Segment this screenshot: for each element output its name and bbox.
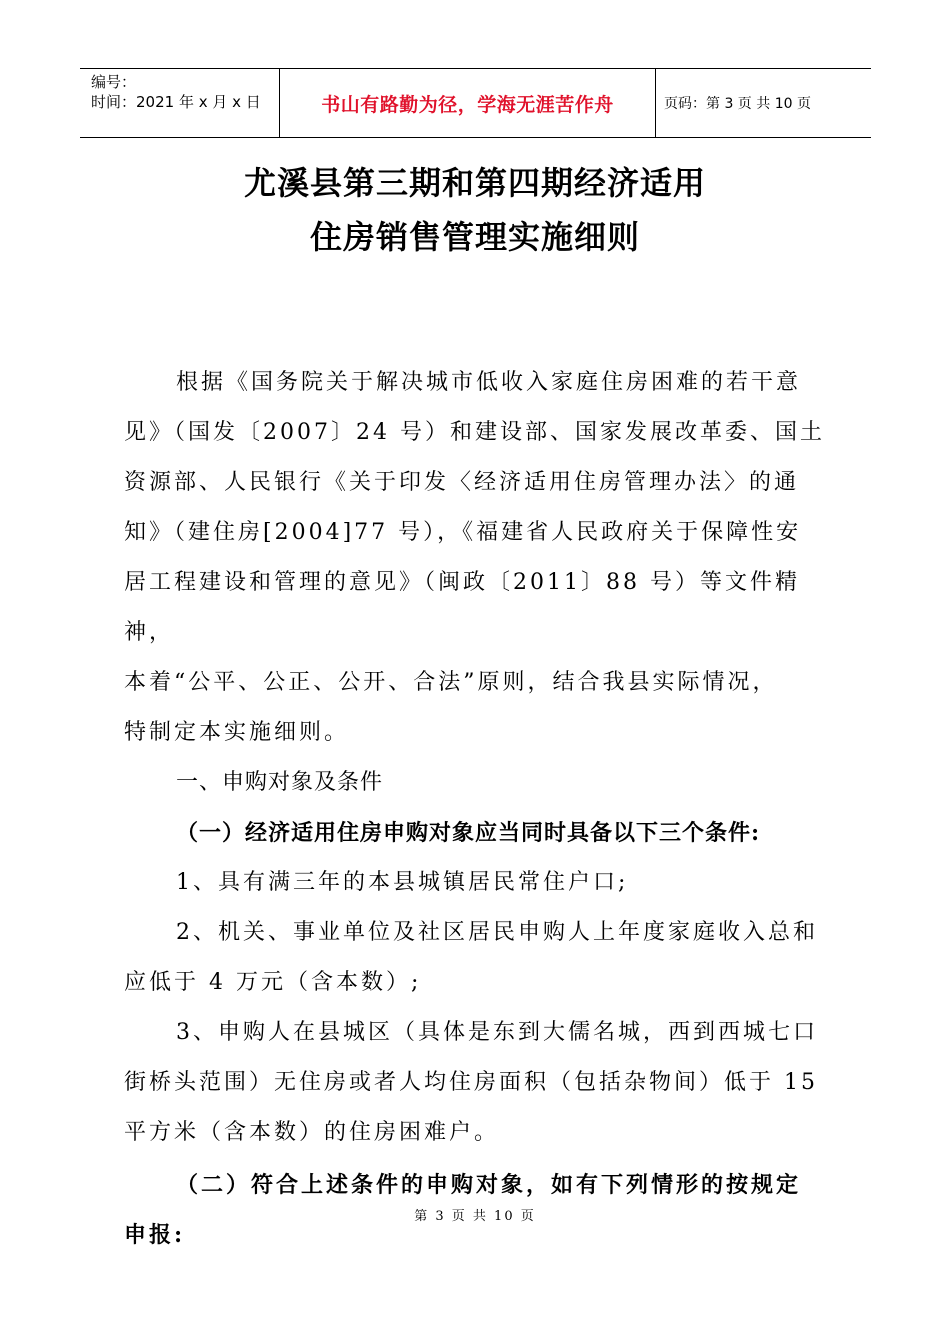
body-line: 应低于 4 万元（含本数）;: [124, 970, 422, 995]
condition-item-2: [124, 908, 844, 1008]
document-title-line-1: 尤溪县第三期和第四期经济适用: [243, 164, 706, 202]
header-table: [80, 68, 871, 138]
document-body: [124, 358, 844, 1260]
body-line: 本着“公平、公正、公开、合法”原则，结合我县实际情况，: [124, 670, 778, 695]
header-page-label: 页码：第 3 页 共 10 页: [664, 96, 811, 112]
document-number-label: 编号：: [91, 73, 137, 91]
body-line: 资源部、人民银行《关于印发〈经济适用住房管理办法〉的通: [124, 470, 800, 495]
header-motto: 书山有路勤为径，学海无涯苦作舟: [280, 69, 656, 137]
body-line: 根据《国务院关于解决城市低收入家庭住房困难的若干意: [176, 370, 802, 395]
body-line: 申报:: [124, 1222, 186, 1248]
body-line: 居工程建设和管理的意见》（闽政〔2011〕88 号）等文件精神，: [124, 570, 800, 645]
condition-item-1: 1、具有满三年的本县城镇居民常住户口;: [176, 870, 629, 895]
body-line: 街桥头范围）无住房或者人均住房面积（包括杂物间）低于 15: [124, 1070, 818, 1095]
document-date-label: 时间：2021 年 x 月 x 日: [91, 93, 261, 111]
subsection-heading: （一）经济适用住房申购对象应当同时具备以下三个条件:: [176, 820, 761, 846]
section-heading: 一、申购对象及条件: [176, 770, 384, 795]
body-line: 3、申购人在县城区（具体是东到大儒名城，西到西城七口: [176, 1020, 818, 1045]
body-line: 知》（建住房[2004]77 号），《福建省人民政府关于保障性安: [124, 520, 802, 545]
body-line: 平方米（含本数）的住房困难户。: [124, 1120, 500, 1145]
body-line: 2、机关、事业单位及社区居民申购人上年度家庭收入总和: [176, 920, 818, 945]
header-meta: [80, 69, 280, 137]
body-line: （二）符合上述条件的申购对象，如有下列情形的按规定: [176, 1172, 802, 1198]
document-title-line-2: 住房销售管理实施细则: [309, 218, 640, 256]
page-footer: 第 3 页 共 10 页: [414, 1209, 536, 1224]
intro-paragraph: [124, 358, 844, 758]
body-line: 特制定本实施细则。: [124, 720, 350, 745]
body-line: 见》（国发〔2007〕24 号）和建设部、国家发展改革委、国土: [124, 420, 825, 445]
condition-item-3: [124, 1008, 844, 1158]
